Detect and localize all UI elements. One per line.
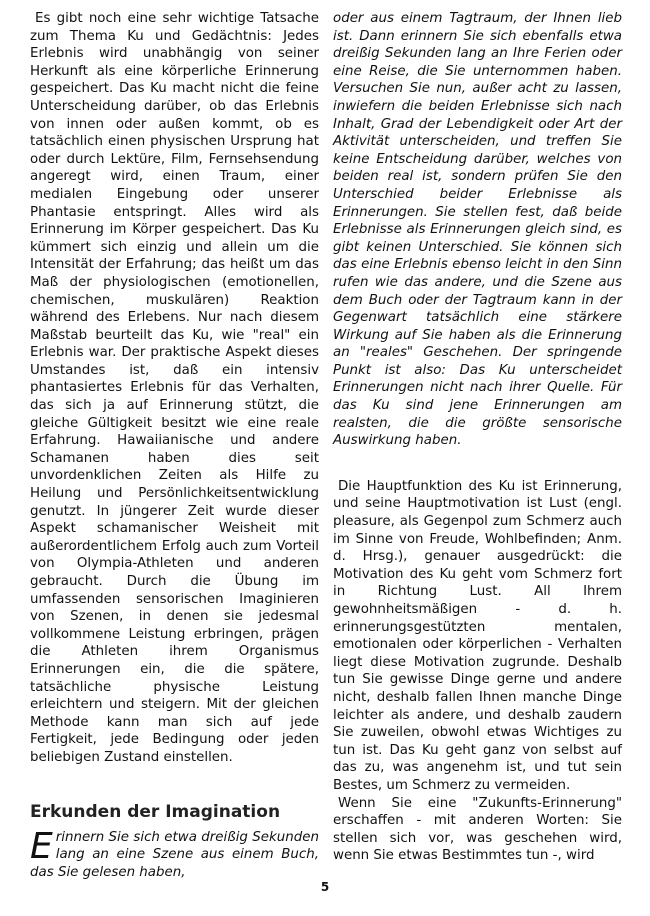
exercise-text-start: rinnern Sie sich etwa dreißig Sekunden lang an eine Szene aus einem Buch, das Sie gelesen haben, xyxy=(30,829,319,880)
body-paragraph: Wenn Sie eine "Zukunfts-Erinnerung" erschaffen - mit anderen Worten: Sie stellen sich vor, was geschehen wird, wenn Sie etwas Bestimmtes tun -, wird xyxy=(333,795,622,864)
page-number: 5 xyxy=(320,880,330,894)
body-paragraph: Die Hauptfunktion des Ku ist Erinnerung, und seine Hauptmotivation ist Lust (engl. pleasure, als Gegenpol zum Schmerz auch im Sinne von Freude, Wohlbefinden; Anm. d. Hrsg.), genauer ausgedrückt: die Motivation des Ku geht vom Schmerz fort in Richtung Lust. All Ihrem gewohnheitsmäßigen - d. h. erinnerungsgestützten mentalen, emotionalen oder körperlichen - Verhalten liegt diese Motivation zugrunde. Deshalb tun Sie gewisse Dinge gerne und andere nicht, deshalb fallen Ihnen manche Dinge leichter als andere, und deshalb zaudern Sie zuweilen, obwohl etwas Wichtiges zu tun ist. Das Ku geht ganz von selbst auf das zu, was angenehm ist, und tut sein Bestes, um Schmerz zu vermeiden. xyxy=(333,478,622,793)
section-heading: Erkunden der Imagination xyxy=(30,801,281,822)
left-column xyxy=(30,10,319,881)
exercise-paragraph xyxy=(30,825,319,882)
paragraph-gap xyxy=(333,450,622,478)
drop-cap: E xyxy=(30,825,53,867)
body-paragraph: Es gibt noch eine sehr wichtige Tatsache zum Thema Ku und Gedächtnis: Jedes Erlebnis wird unabhängig von seiner Herkunft als eine körperliche Erinnerung gespeichert. Das Ku macht nicht die feine Unterscheidung darüber, ob das Erlebnis von innen oder außen kommt, ob es tatsächlich einen physischen Ursprung hat oder durch Lektüre, Film, Fernsehsendung angeregt wird, einen Traum, einer medialen Eingebung oder unserer Phantasie entspringt. Alles wird als Erinnerung im Körper gespeichert. Das Ku kümmert sich einzig und allein um die Intensität der Erfahrung; das heißt um das Maß der physiologischen (emotionellen, chemischen, muskulären) Reaktion während des Erlebens. Nur nach diesem Maßstab beurteilt das Ku, wie "real" ein Erlebnis war. Der praktische Aspekt dieses Umstandes ist, daß ein intensiv phantasiertes Erlebnis für das Verhalten, das sich ja auf Erinnerung stützt, die gleiche Gültigkeit besitzt wie eine reale Erfahrung. Hawaiianische und andere Schamanen haben dies seit unvordenklichen Zeiten als Hilfe zu Heilung und Persönlichkeitsentwicklung genutzt. In jüngerer Zeit wurde dieser Aspekt schamanischer Weisheit mit außerordentlichem Erfolg auch zum Vorteil von Olympia-Athleten und anderen gebraucht. Durch die Übung im umfassenden sensorischen Imaginieren von Szenen, in denen sie jedesmal vollkommene Leistung erbringen, prägen die Athleten ihrem Organismus Erinnerungen ein, die die spätere, tatsächliche physische Leistung erleichtern und steigern. Mit der gleichen Methode kann man sich auf jede Fertigkeit, jede Bedingung oder jeden beliebigen Zustand einstellen. xyxy=(30,11,319,765)
right-column xyxy=(333,10,622,865)
exercise-text-continued: oder aus einem Tagtraum, der Ihnen lieb ist. Dann erinnern Sie sich ebenfalls etwa dreißig Sekunden lang an Ihre Ferien oder eine Reise, die Sie unternommen haben. Versuchen Sie nun, außer acht zu lassen, inwiefern die beiden Erlebnisse sich nach Inhalt, Grad der Lebendigkeit oder Art der Aktivität unterscheiden, und treffen Sie keine Entscheidung darüber, welches von beiden real ist, sondern prüfen Sie den Unterschied beider Erlebnisse als Erinnerungen. Sie stellen fest, daß beide Erlebnisse als Erinnerungen gleich sind, es gibt keinen Unterschied. Sie können sich das eine Erlebnis ebenso leicht in den Sinn rufen wie das andere, und die Szene aus dem Buch oder der Tagtraum kann in der Gegenwart tatsächlich eine stärkere Wirkung auf Sie haben als die Erinnerung an "reales" Geschehen. Der springende Punkt ist also: Das Ku unterscheidet Erinnerungen nicht nach ihrer Quelle. Für das Ku sind jene Erinnerungen am realsten, die die größte sensorische Auswirkung haben. xyxy=(333,11,622,449)
